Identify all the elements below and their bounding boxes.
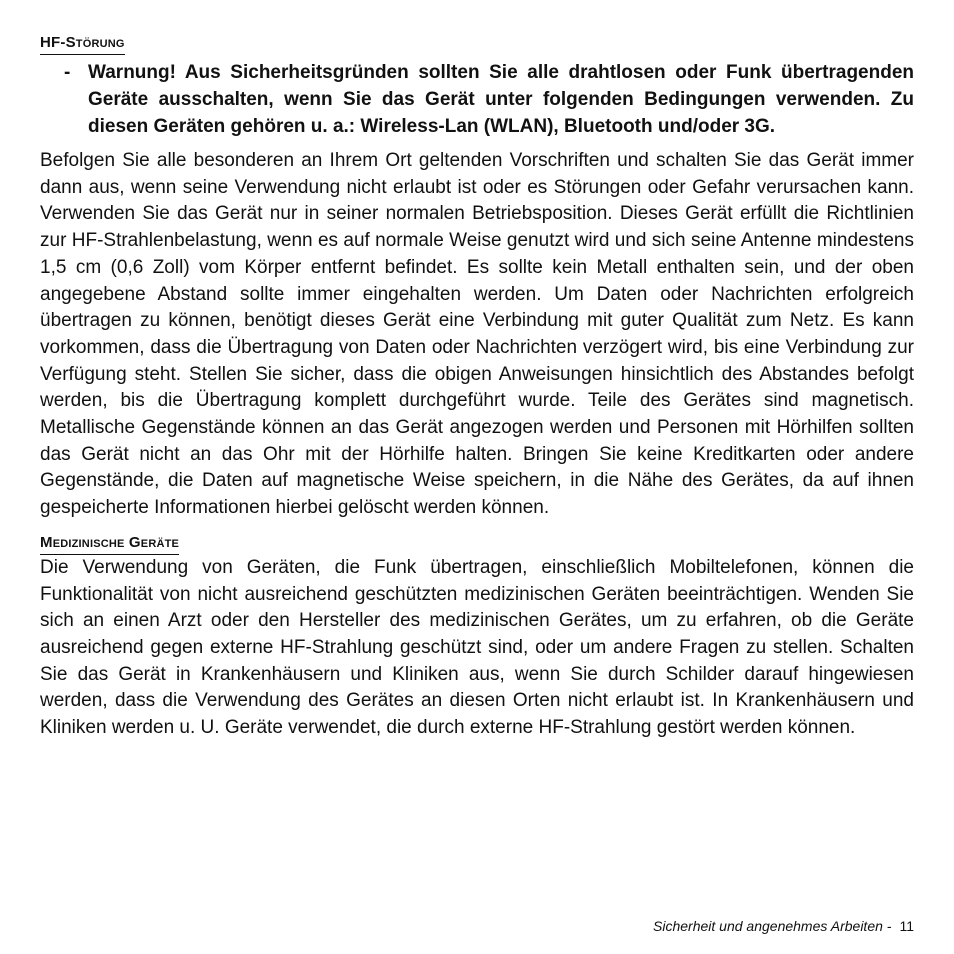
section-heading-hf-stoerung: HF-Störung: [40, 32, 125, 55]
page-footer: [653, 916, 914, 936]
paragraph-medizinische-geraete: Die Verwendung von Geräten, die Funk übertragen, einschließlich Mobiltelefonen, können die Funktionalität von nicht ausreichend geschützten medizinischen Geräten beeinträchtigen. Wenden Sie sich an einen Arzt oder den Hersteller des medizinischen Gerätes, um zu erfahren, ob die Geräte ausreichend gegen externe HF-Strahlung geschützt sind, oder um andere Fragen zu stellen. Schalten Sie das Gerät in Krankenhäusern und Kliniken aus, wenn Sie durch Schilder darauf hingewiesen werden, dass die Verwendung des Gerätes an diesen Orten nicht erlaubt ist. In Krankenhäusern und Kliniken werden u. U. Geräte verwendet, die durch externe HF-Strahlung gestört werden können.: [40, 556, 914, 739]
section-hf-stoerung: [40, 32, 914, 522]
warning-note: [40, 59, 914, 140]
warning-text: Warnung! Aus Sicherheitsgründen sollten Sie alle drahtlosen oder Funk übertragenden Geräte ausschalten, wenn Sie das Gerät unter folgenden Bedingungen verwenden. Zu diesen Geräten gehören u. a.: Wireless-Lan (WLAN), Bluetooth und/oder 3G.: [88, 62, 914, 137]
warning-bullet: -: [64, 62, 71, 83]
page-content: [40, 32, 914, 742]
section-medizinische-geraete: [40, 532, 914, 742]
paragraph-hf-stoerung: Befolgen Sie alle besonderen an Ihrem Ort geltenden Vorschriften und schalten Sie das Gerät immer dann aus, wenn seine Verwendung nicht erlaubt ist oder es Störungen oder Gefahr verursachen kann. Verwenden Sie das Gerät nur in seiner normalen Betriebsposition. Dieses Gerät erfüllt die Richtlinien zur HF-Strahlenbelastung, wenn es auf normale Weise genutzt wird und sich seine Antenne mindestens 1,5 cm (0,6 Zoll) vom Körper entfernt befindet. Es sollte kein Metall enthalten sein, und der oben angegebene Abstand sollte immer eingehalten werden. Um Daten oder Nachrichten erfolgreich übertragen zu können, benötigt dieses Gerät eine Verbindung mit guter Qualität zum Netz. Es kann vorkommen, dass die Übertragung von Daten oder Nachrichten verzögert wird, bis eine Verbindung zur Verfügung steht. Stellen Sie sicher, dass die obigen Anweisungen hinsichtlich des Abstandes befolgt werden, bis die Übertragung komplett durchgeführt wurde. Teile des Gerätes sind magnetisch. Metallische Gegenstände können an das Gerät angezogen werden und Personen mit Hörhilfen sollten das Gerät nicht an das Ohr mit der Hörhilfe halten. Bringen Sie keine Kreditkarten oder andere Gegenstände, die Daten auf magnetische Weise speichern, in die Nähe des Gerätes, da auf ihnen gespeicherte Informationen hierbei gelöscht werden können.: [40, 150, 914, 519]
page-number: 11: [899, 918, 914, 934]
footer-title: Sicherheit und angenehmes Arbeiten -: [653, 918, 892, 934]
section-heading-medizinische-geraete: Medizinische Geräte: [40, 532, 179, 555]
